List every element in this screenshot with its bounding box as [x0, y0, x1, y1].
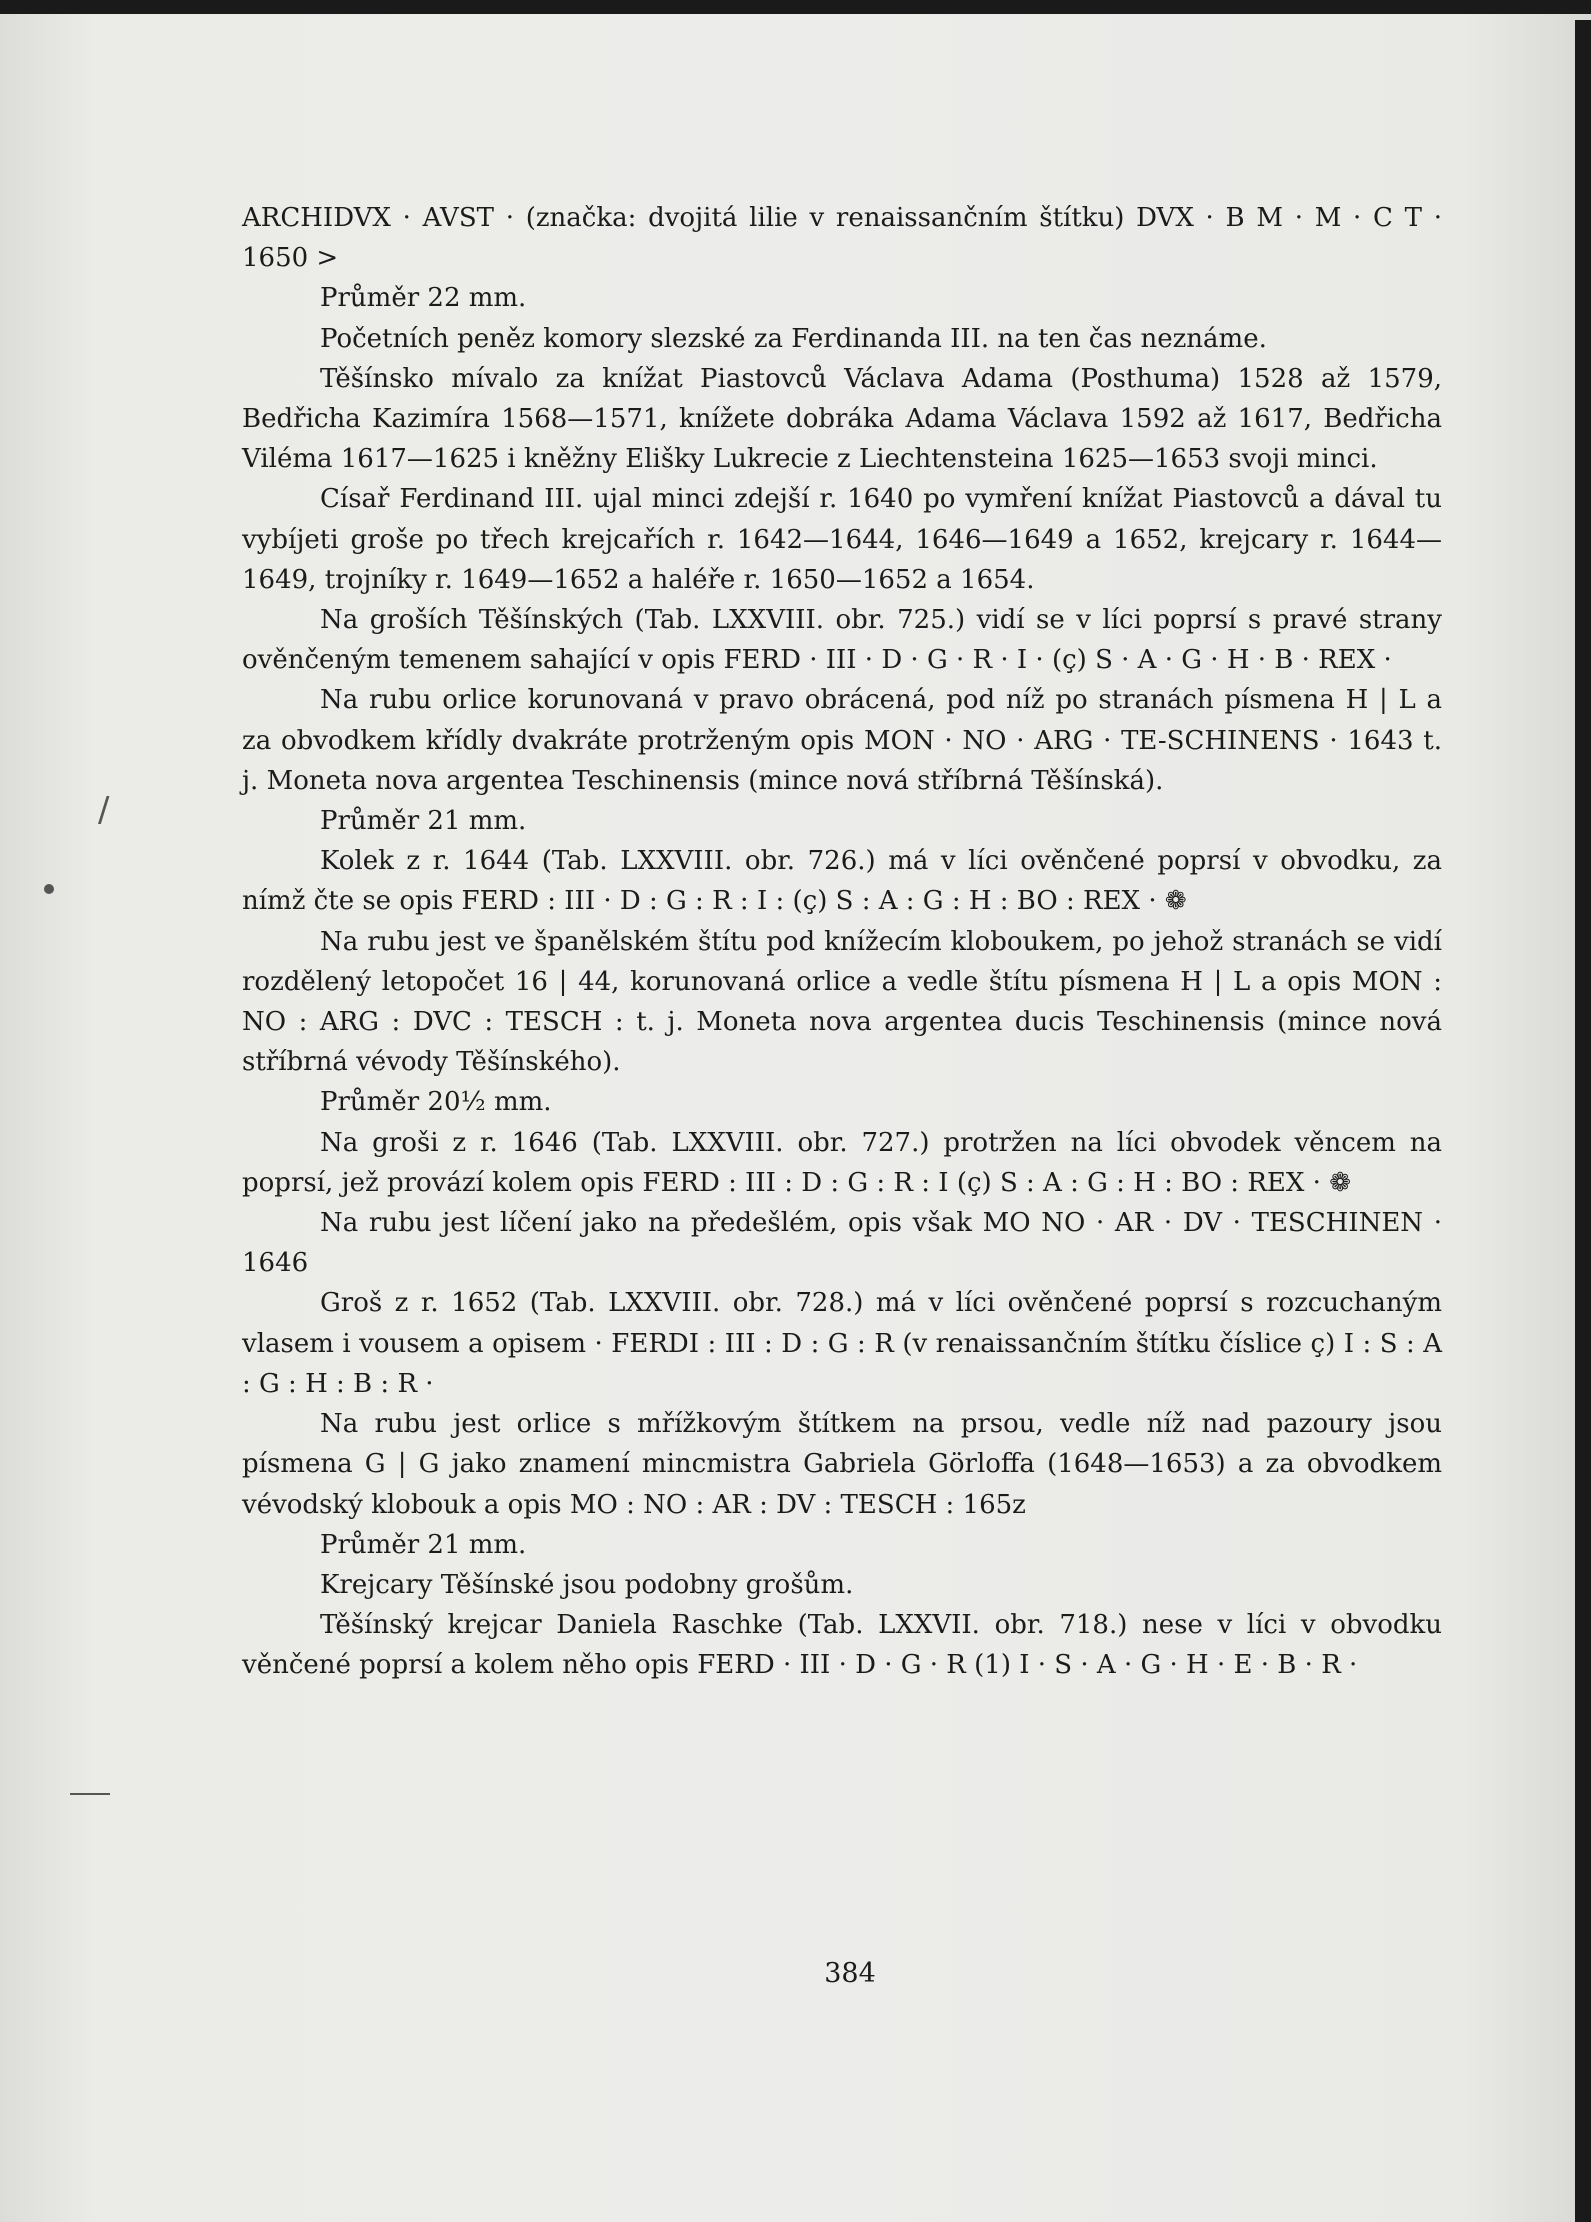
paragraph: Početních peněz komory slezské za Ferdinanda III. na ten čas neznáme.	[320, 323, 1267, 354]
margin-pencil-mark: /	[98, 790, 110, 830]
page-number: 384	[824, 1958, 876, 1989]
paragraph: Císař Ferdinand III. ujal minci zdejší r. 1640 po vymření knížat Piastovců a dával tu vybíjeti groše po třech krejcařích r. 1642—1644, 1646—1649 a 1652, krejcary r. 1644—1649, trojníky r. 1649—1652 a haléře r. 1650—1652 a 1654.	[242, 484, 1442, 595]
paragraph: Těšínský krejcar Daniela Raschke (Tab. LXXVII. obr. 718.) nese v líci v obvodku věnčené poprsí a kolem něho opis FERD · III · D · G · R (1) I · S · A · G · H · E · B · R ·	[242, 1610, 1442, 1681]
paragraph: Na rubu orlice korunovaná v pravo obrácená, pod níž po stranách písmena H | L a za obvodkem křídly dvakráte protrženým opis MON · NO · ARG · TE-SCHINENS · 1643 t. j. Moneta nova argentea Teschinensis (mince nová stříbrná Těšínská).	[242, 685, 1442, 796]
paragraph: Průměr 21 mm.	[320, 806, 527, 837]
scan-right-edge	[1575, 20, 1591, 2222]
paragraph: Na rubu jest líčení jako na předešlém, opis však MO NO · AR · DV · TESCHINEN · 1646	[242, 1208, 1442, 1279]
paragraph: Groš z r. 1652 (Tab. LXXVIII. obr. 728.) má v líci ověnčené poprsí s rozcuchaným vlasem i vousem a opisem · FERDI : III : D : G : R (v renaissančním štítku číslice ç) I : S : A : G : H : B : R ·	[242, 1288, 1442, 1399]
margin-dash	[70, 1793, 110, 1795]
paragraph: Průměr 21 mm.	[320, 1529, 527, 1560]
body-text	[242, 198, 1442, 1686]
scan-top-edge	[0, 0, 1591, 14]
margin-ink-dot	[44, 884, 54, 894]
paragraph: ARCHIDVX · AVST · (značka: dvojitá lilie v renaissančním štítku) DVX · B M · M · C T · 1650 >	[242, 203, 1442, 274]
paragraph: Na groších Těšínských (Tab. LXXVIII. obr. 725.) vidí se v líci poprsí s pravé strany ověnčeným temenem sahající v opis FERD · III · D · G · R · I · (ç) S · A · G · H · B · REX ·	[242, 605, 1442, 676]
paragraph: Těšínsko mívalo za knížat Piastovců Václava Adama (Posthuma) 1528 až 1579, Bedřicha Kazimíra 1568—1571, knížete dobráka Adama Václava 1592 až 1617, Bedřicha Viléma 1617—1625 i kněžny Elišky Lukrecie z Liechtensteina 1625—1653 svoji minci.	[242, 363, 1442, 475]
paragraph: Na rubu jest ve španělském štítu pod knížecím kloboukem, po jehož stranách se vidí rozdělený letopočet 16 | 44, korunovaná orlice a vedle štítu písmena H | L a opis MON : NO : ARG : DVC : TESCH : t. j. Moneta nova argentea ducis Teschinensis (mince nová stříbrná vévody Těšínského).	[242, 926, 1442, 1078]
paragraph: Průměr 20½ mm.	[320, 1087, 552, 1118]
paragraph: Kolek z r. 1644 (Tab. LXXVIII. obr. 726.) má v líci ověnčené poprsí v obvodku, za nímž čte se opis FERD : III · D : G : R : I : (ç) S : A : G : H : BO : REX · ❁	[242, 846, 1442, 917]
paragraph: Průměr 22 mm.	[320, 283, 527, 314]
paragraph: Na groši z r. 1646 (Tab. LXXVIII. obr. 727.) protržen na líci obvodek věncem na poprsí, jež provází kolem opis FERD : III : D : G : R : I (ç) S : A : G : H : BO : REX · ❁	[242, 1127, 1442, 1198]
paragraph: Krejcary Těšínské jsou podobny grošům.	[320, 1569, 854, 1600]
paragraph: Na rubu jest orlice s mřížkovým štítkem na prsou, vedle níž nad pazoury jsou písmena G | G jako znamení mincmistra Gabriela Görloffa (1648—1653) a za obvodkem vévodský klobouk a opis MO : NO : AR : DV : TESCH : 165z	[242, 1409, 1442, 1520]
